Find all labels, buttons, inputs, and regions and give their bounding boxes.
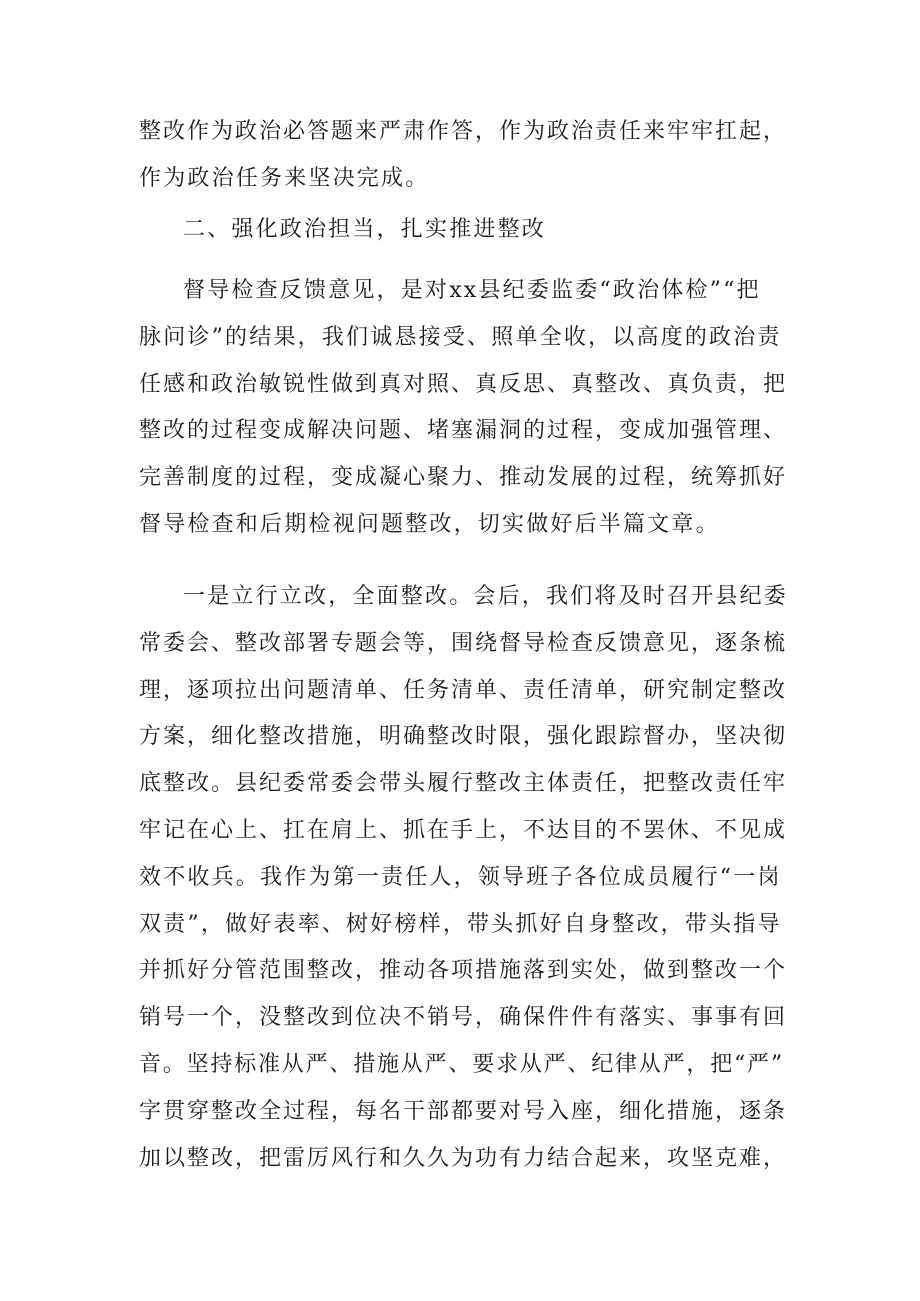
text-line: 加以整改，把雷厉风行和久久为功有力结合起来，攻坚克难， xyxy=(139,1145,788,1171)
text-line: 作为政治任务来坚决完成。 xyxy=(139,165,430,191)
text-line: 脉问诊”的结果，我们诚恳接受、照单全收，以高度的政治责 xyxy=(139,324,782,350)
text-line: 牢记在心上、扛在肩上、抓在手上，不达目的不罢休、不见成 xyxy=(139,817,788,843)
text-line: 整改作为政治必答题来严肃作答，作为政治责任来牢牢扛起， xyxy=(139,119,788,144)
text-line: 督导检查和后期检视问题整改，切实做好后半篇文章。 xyxy=(139,511,720,537)
text-line: 任感和政治敏锐性做到真对照、真反思、真整改、真负责，把 xyxy=(139,371,788,397)
text-line: 底整改。县纪委常委会带头履行整改主体责任，把整改责任牢 xyxy=(139,771,788,797)
section-heading: 二、强化政治担当，扎实推进整改 xyxy=(183,217,547,242)
text-line: 一是立行立改，全面整改。会后，我们将及时召开县纪委 xyxy=(183,584,789,609)
text-line: 双责”，做好表率、树好榜样，带头抓好自身整改，带头指导 xyxy=(139,911,782,937)
continuation-paragraph xyxy=(139,109,789,203)
body-paragraph-1 xyxy=(139,268,789,549)
text-line: 销号一个，没整改到位决不销号，确保件件有落实、事事有回 xyxy=(139,1005,788,1031)
text-line: 方案，细化整改措施，明确整改时限，强化跟踪督办，坚决彻 xyxy=(139,724,788,750)
text-line: 常委会、整改部署专题会等，围绕督导检查反馈意见，逐条梳 xyxy=(139,630,788,656)
section-heading-block xyxy=(139,207,789,254)
text-line: 字贯穿整改全过程，每名干部都要对号入座，细化措施，逐条 xyxy=(139,1098,788,1124)
text-line: 并抓好分管范围整改，推动各项措施落到实处，做到整改一个 xyxy=(139,958,788,984)
text-line: 理，逐项拉出问题清单、任务清单、责任清单，研究制定整改 xyxy=(139,677,788,703)
text-line: 效不收兵。我作为第一责任人，领导班子各位成员履行“一岗 xyxy=(139,864,782,890)
text-line: 整改的过程变成解决问题、堵塞漏洞的过程，变成加强管理、 xyxy=(139,418,788,444)
text-line: 完善制度的过程，变成凝心聚力、推动发展的过程，统筹抓好 xyxy=(139,465,788,491)
text-line: 督导检查反馈意见，是对xx县纪委监委“政治体检”“把 xyxy=(183,278,761,303)
text-line: 音。坚持标准从严、措施从严、要求从严、纪律从严，把“严” xyxy=(139,1051,784,1077)
body-paragraph-2 xyxy=(139,574,789,1182)
